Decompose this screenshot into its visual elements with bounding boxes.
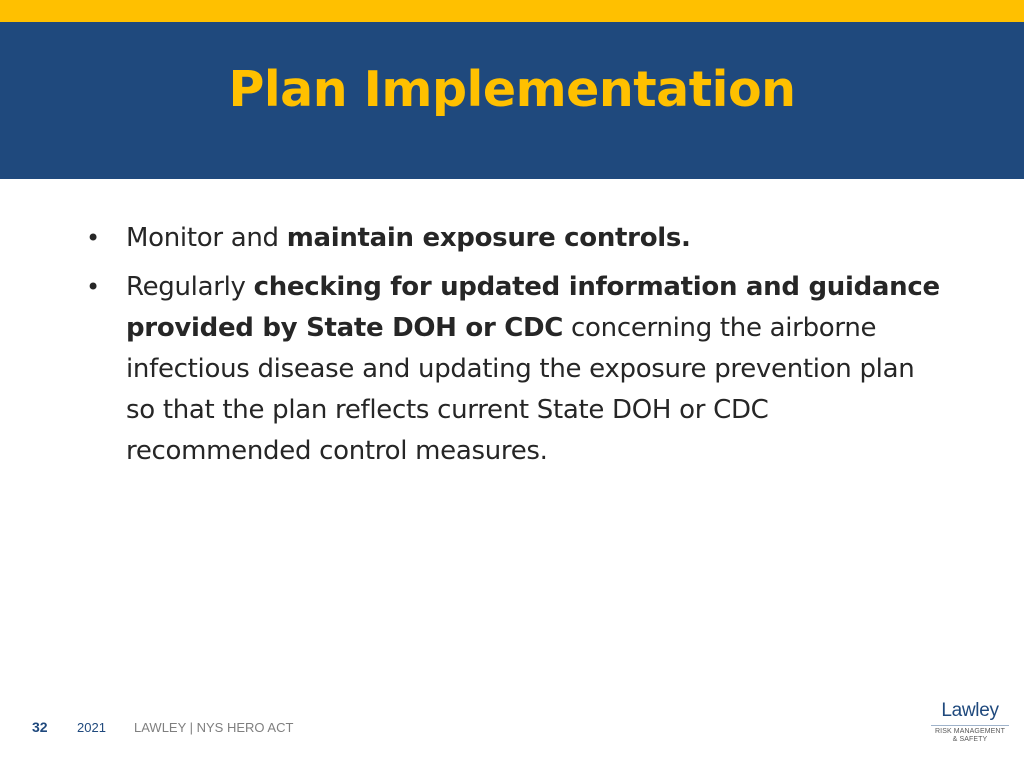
top-accent-stripe <box>0 0 1024 22</box>
bullet-text-plain-after: concerning the airborne infectious disease and updating the exposure prevention plan so that the plan reflects current State DOH or CDC recommended control measures. <box>126 313 915 466</box>
logo-name: Lawley <box>941 700 999 721</box>
lawley-logo <box>925 700 1015 752</box>
bullet-dot-icon: • <box>86 273 100 301</box>
logo-subtitle-line2: & SAFETY <box>952 736 988 743</box>
bullet-item-regularly <box>86 267 946 472</box>
footer-year: 2021 <box>77 720 106 735</box>
bullet-list <box>86 218 946 480</box>
logo-subtitle-line1: RISK MANAGEMENT <box>935 728 1005 735</box>
bullet-text-plain: Regularly <box>126 272 254 302</box>
footer-label: LAWLEY | NYS HERO ACT <box>134 720 294 735</box>
bullet-text-bold: checking for updated information and guidance provided by State DOH or CDC <box>126 272 940 343</box>
bullet-item-monitor <box>86 218 946 259</box>
slide-title: Plan Implementation <box>228 61 796 118</box>
bullet-text-plain: Monitor and <box>126 223 287 253</box>
page-number: 32 <box>32 719 48 735</box>
bullet-text-bold: maintain exposure controls. <box>286 223 691 253</box>
logo-divider <box>931 725 1009 726</box>
bullet-dot-icon: • <box>86 224 100 252</box>
